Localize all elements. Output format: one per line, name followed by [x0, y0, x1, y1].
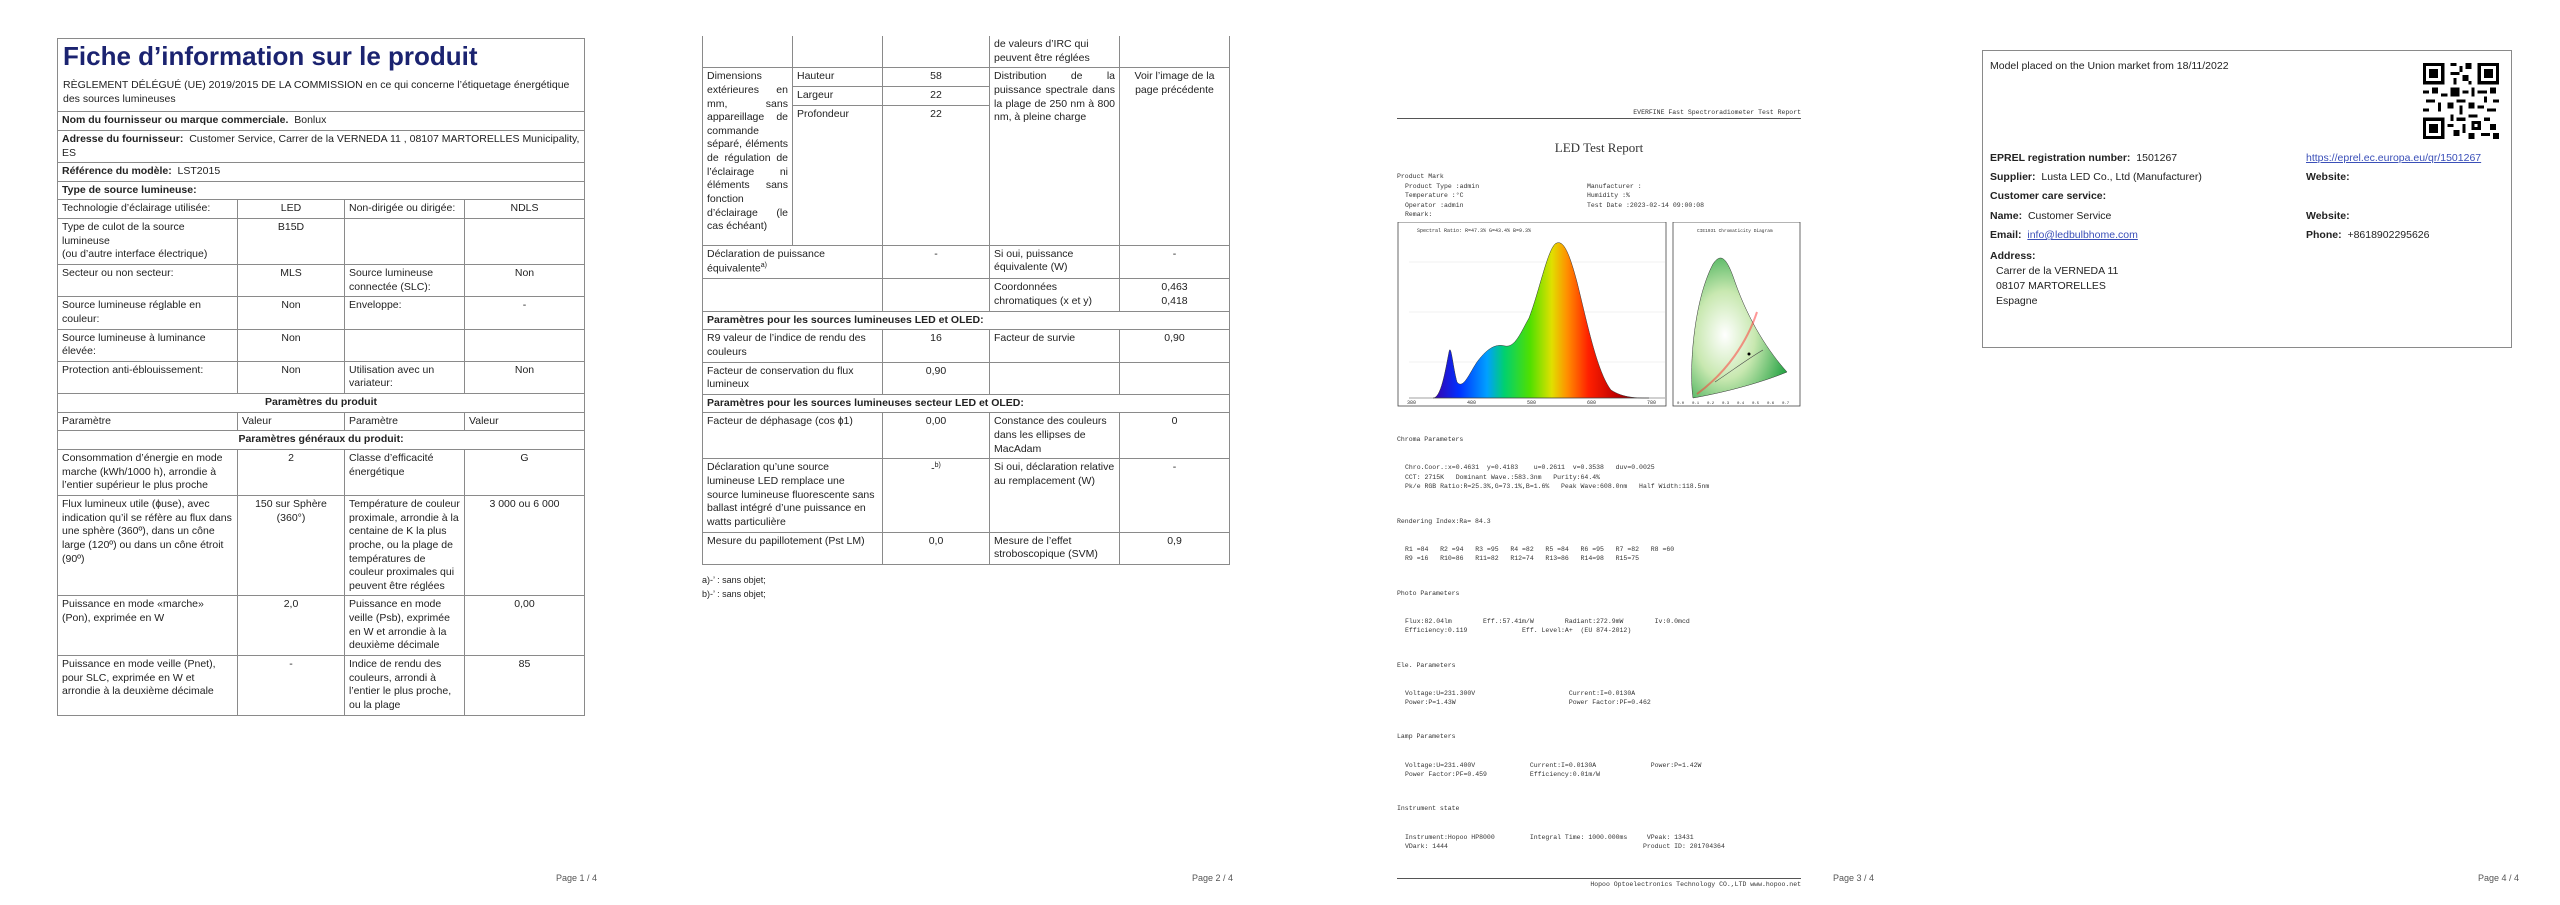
charts-area: [1397, 222, 1801, 408]
address-label: Address:: [1990, 250, 2036, 263]
tick-label: 780: [1647, 400, 1657, 407]
dimensions-row: Dimensions extérieures en mm, sans appareillage de commande séparé, éléments de régulation de l’éclairage ni éléments sans fonction d’éclairage (le cas échéant) Hauteur 58 Distribution de la puissance spectrale dans la plage de 250 nm à 800 nm, à pleine charge Voir l’image de la page précédente: [703, 68, 1230, 87]
table-row: Protection anti-éblouissement: Non Utilisation avec un variateur: Non: [58, 361, 585, 393]
tick-label: 580: [1527, 400, 1537, 407]
tick-label: 480: [1467, 400, 1477, 407]
spectrum-and-cie-charts: [1397, 222, 1801, 408]
supplier-row: Supplier: Lusta LED Co., Ltd (Manufacturer) Website:: [1990, 171, 2350, 184]
product-mark-title: Product Mark: [1397, 173, 1444, 181]
table-row: Source lumineuse à luminance élevée: Non: [58, 329, 585, 361]
table-row: Puissance en mode veille (Pnet), pour SLC, exprimée en W et arrondie à la deuxième décimale - Indice de rendu des couleurs, arrondi à l’entier le plus proche, ou la plage 85: [58, 656, 585, 716]
eprel-card: [1982, 50, 2512, 348]
chromaticity-point: [1748, 353, 1751, 356]
type-header: Type de source lumineuse:: [58, 181, 585, 200]
eprel-link[interactable]: https://eprel.ec.europa.eu/qr/1501267: [2306, 152, 2482, 164]
supplier-row: Nom du fournisseur ou marque commerciale. Bonlux: [58, 112, 585, 131]
table-row: Type de culot de la source lumineuse (ou d’autre interface électrique) B15D: [58, 219, 585, 265]
report-title: LED Test Report: [1554, 140, 1644, 156]
report-header: EVERFINE Fast Spectroradiometer Test Report: [1397, 108, 1801, 119]
table-row: Largeur 22: [703, 86, 1230, 105]
address-row: Adresse du fournisseur: Customer Service, Carrer de la VERNEDA 11 , 08107 MARTORELLES Municipality, ES: [58, 130, 585, 162]
name-row: Name: Customer Service Website:: [1990, 209, 2350, 222]
footnotes: a)-’ : sans objet; b)-’ : sans objet;: [702, 574, 766, 600]
table-row: R9 valeur de l’indice de rendu des couleurs 16 Facteur de survie 0,90: [703, 330, 1230, 362]
tick-label: 0.5: [1752, 402, 1760, 407]
page-title: Fiche d’information sur le produit: [63, 41, 478, 71]
page-4: [1920, 0, 2560, 905]
table-row: Flux lumineux utile (ɸuse), avec indication qu’il se réfère au flux dans une sphère (360º), dans un cône large (120º) ou dans un cône étroit (90º) 150 sur Sphère (360°) Température de couleur proximale, arrondie à la centaine de K la plus proche, ou la plage de températures de couleur proximales qui peuvent être réglées 3 000 ou 6 000: [58, 495, 585, 595]
table-row: Facteur de conservation du flux lumineux 0,90: [703, 362, 1230, 394]
table-row: Source lumineuse réglable en couleur: Non Enveloppe: -: [58, 297, 585, 329]
tick-label: 0.7: [1782, 402, 1790, 407]
tick-label: 0.4: [1737, 402, 1745, 407]
column-header-row: Paramètre Valeur Paramètre Valeur: [58, 412, 585, 431]
table-row: Déclaration qu’une source lumineuse LED remplace une source lumineuse fluorescente sans ballast intégré d’une puissance en watts particulière -$^{b)}$ Si oui, déclaration relative au remplacement (W) -: [703, 459, 1230, 532]
page-number: Page 1 / 4: [556, 873, 598, 883]
product-mark: Product Type :admin Temperature :°C Operator :admin Remark: Manufacturer : Humidity :% Test Date :2023-02-14 09:00:08: [1405, 182, 1705, 218]
tick-label: 0.2: [1707, 402, 1715, 407]
table-row: Technologie d’éclairage utilisée: LED Non-dirigée ou dirigée: NDLS: [58, 200, 585, 219]
address-block: Carrer de la VERNEDA 11 08107 MARTORELLES Espagne: [1996, 265, 2119, 307]
model-row: Référence du modèle: LST2015: [58, 163, 585, 182]
report-footer: Hopoo Optoelectronics Technology CO.,LTD www.hopoo.net: [1397, 878, 1801, 889]
params-header: Paramètres du produit: [58, 394, 585, 413]
tick-label: 680: [1587, 400, 1597, 407]
tick-label: 380: [1407, 400, 1417, 407]
eprel-details: [1990, 151, 2504, 308]
cie-title: CIE1931 Chromaticity Diagram: [1697, 229, 1773, 235]
table-row: Facteur de déphasage (cos ɸ1) 0,00 Constance des couleurs dans les ellipses de MacAdam 0: [703, 413, 1230, 459]
table-row: de valeurs d’IRC qui peuvent être réglées: [703, 36, 1230, 68]
page-3: [1280, 0, 1920, 905]
product-table-2: [702, 36, 1230, 565]
tick-label: 0.6: [1767, 402, 1775, 407]
page-number: Page 3 / 4: [1833, 873, 1875, 883]
mains-header: Paramètres pour les sources lumineuses secteur LED et OLED:: [703, 394, 1230, 413]
email-link[interactable]: info@ledbulbhome.com: [2027, 228, 2138, 241]
page-number: Page 2 / 4: [1192, 873, 1234, 883]
table-row: Mesure du papillotement (Pst LM) 0,0 Mesure de l’effet stroboscopique (SVM) 0,9: [703, 532, 1230, 564]
market-date: Model placed on the Union market from 18/11/2022: [1990, 60, 2229, 72]
table-row: Coordonnées chromatiques (x et y) 0,463 0,418: [703, 279, 1230, 311]
email-row: Email: info@ledbulbhome.com Phone: +8618902295626: [1990, 228, 2430, 241]
led-header: Paramètres pour les sources lumineuses LED et OLED:: [703, 311, 1230, 330]
regulation-text: RÈGLEMENT DÉLÉGUÉ (UE) 2019/2015 DE LA COMMISSION en ce qui concerne l’étiquetage énergétique des sources lumineuses: [63, 78, 570, 106]
product-table-1: [57, 111, 585, 715]
measurement-sections: Chroma Parameters Chro.Coor.:x=0.4631 y=0.4183 u=0.2611 v=0.3538 duv=0.0025 CCT: 2715K Dominant Wave.:583.3nm Purity:64.4% Pk/e RGB Ratio:R=25.3%,G=73.1%,B=1.6% Peak Wave:608.0nm Half Width:118.5nm Rendering Index:Ra= 84.3 R1 =84 R2 =94 R3 =95 R4 =82 R5 =84 R6 =95 R7 =82 R8 =60 R9 =16 R10=86 R11=82 R12=74 R13=86 R14=98 R15=75 Photo Parameters Flux:82.04lm Eff.:57.41m/W Radiant:272.9mW Iv:0.0mcd Efficiency:0.119 Eff. Level:A+ (EU 874-2012) Ele. Parameters Voltage:U=231.300V Current:I=0.0130A Power:P=1.43W Power Factor:PF=0.462 Lamp Parameters Voltage:U=231.400V Current:I=0.0130A Power:P=1.42W Power Factor:PF=0.459 Efficiency:0.01m/W Instrument state Instrument:Hopoo HP8000 Integral Time: 1000.000ms VPeak: 13431 VDark: 1444 Product ID: 201704364: [1397, 436, 1725, 851]
table-row: Puissance en mode «marche» (Pon), exprimée en W 2,0 Puissance en mode veille (Psb), exprimée en W et arrondie à la deuxième décimale 0,00: [58, 596, 585, 656]
general-header: Paramètres généraux du produit:: [58, 431, 585, 450]
title-box: [57, 38, 585, 111]
customer-care-label: Customer care service:: [1990, 190, 2107, 203]
page-1: [0, 0, 640, 905]
spectrum-title: Spectral Ratio: R=47.3% G=43.4% B=9.3%: [1417, 228, 1532, 235]
page-2: [640, 0, 1280, 905]
table-row: Déclaration de puissance équivalente$^{a)}$ - Si oui, puissance équivalente (W) -: [703, 245, 1230, 279]
page-number: Page 4 / 4: [2478, 873, 2520, 883]
tick-label: 0.1: [1692, 402, 1700, 407]
tick-label: 0.0: [1677, 402, 1685, 407]
table-row: Secteur ou non secteur: MLS Source lumineuse connectée (SLC): Non: [58, 265, 585, 297]
table-row: Consommation d’énergie en mode marche (kWh/1000 h), arrondie à l’entier supérieur le plus proche 2 Classe d’efficacité énergétique G: [58, 450, 585, 496]
table-row: Profondeur 22: [703, 105, 1230, 245]
tick-label: 0.3: [1722, 402, 1730, 407]
eprel-row: EPREL registration number: 1501267 https://eprel.ec.europa.eu/qr/1501267: [1990, 151, 2504, 166]
qr-code-icon: [2423, 63, 2499, 139]
